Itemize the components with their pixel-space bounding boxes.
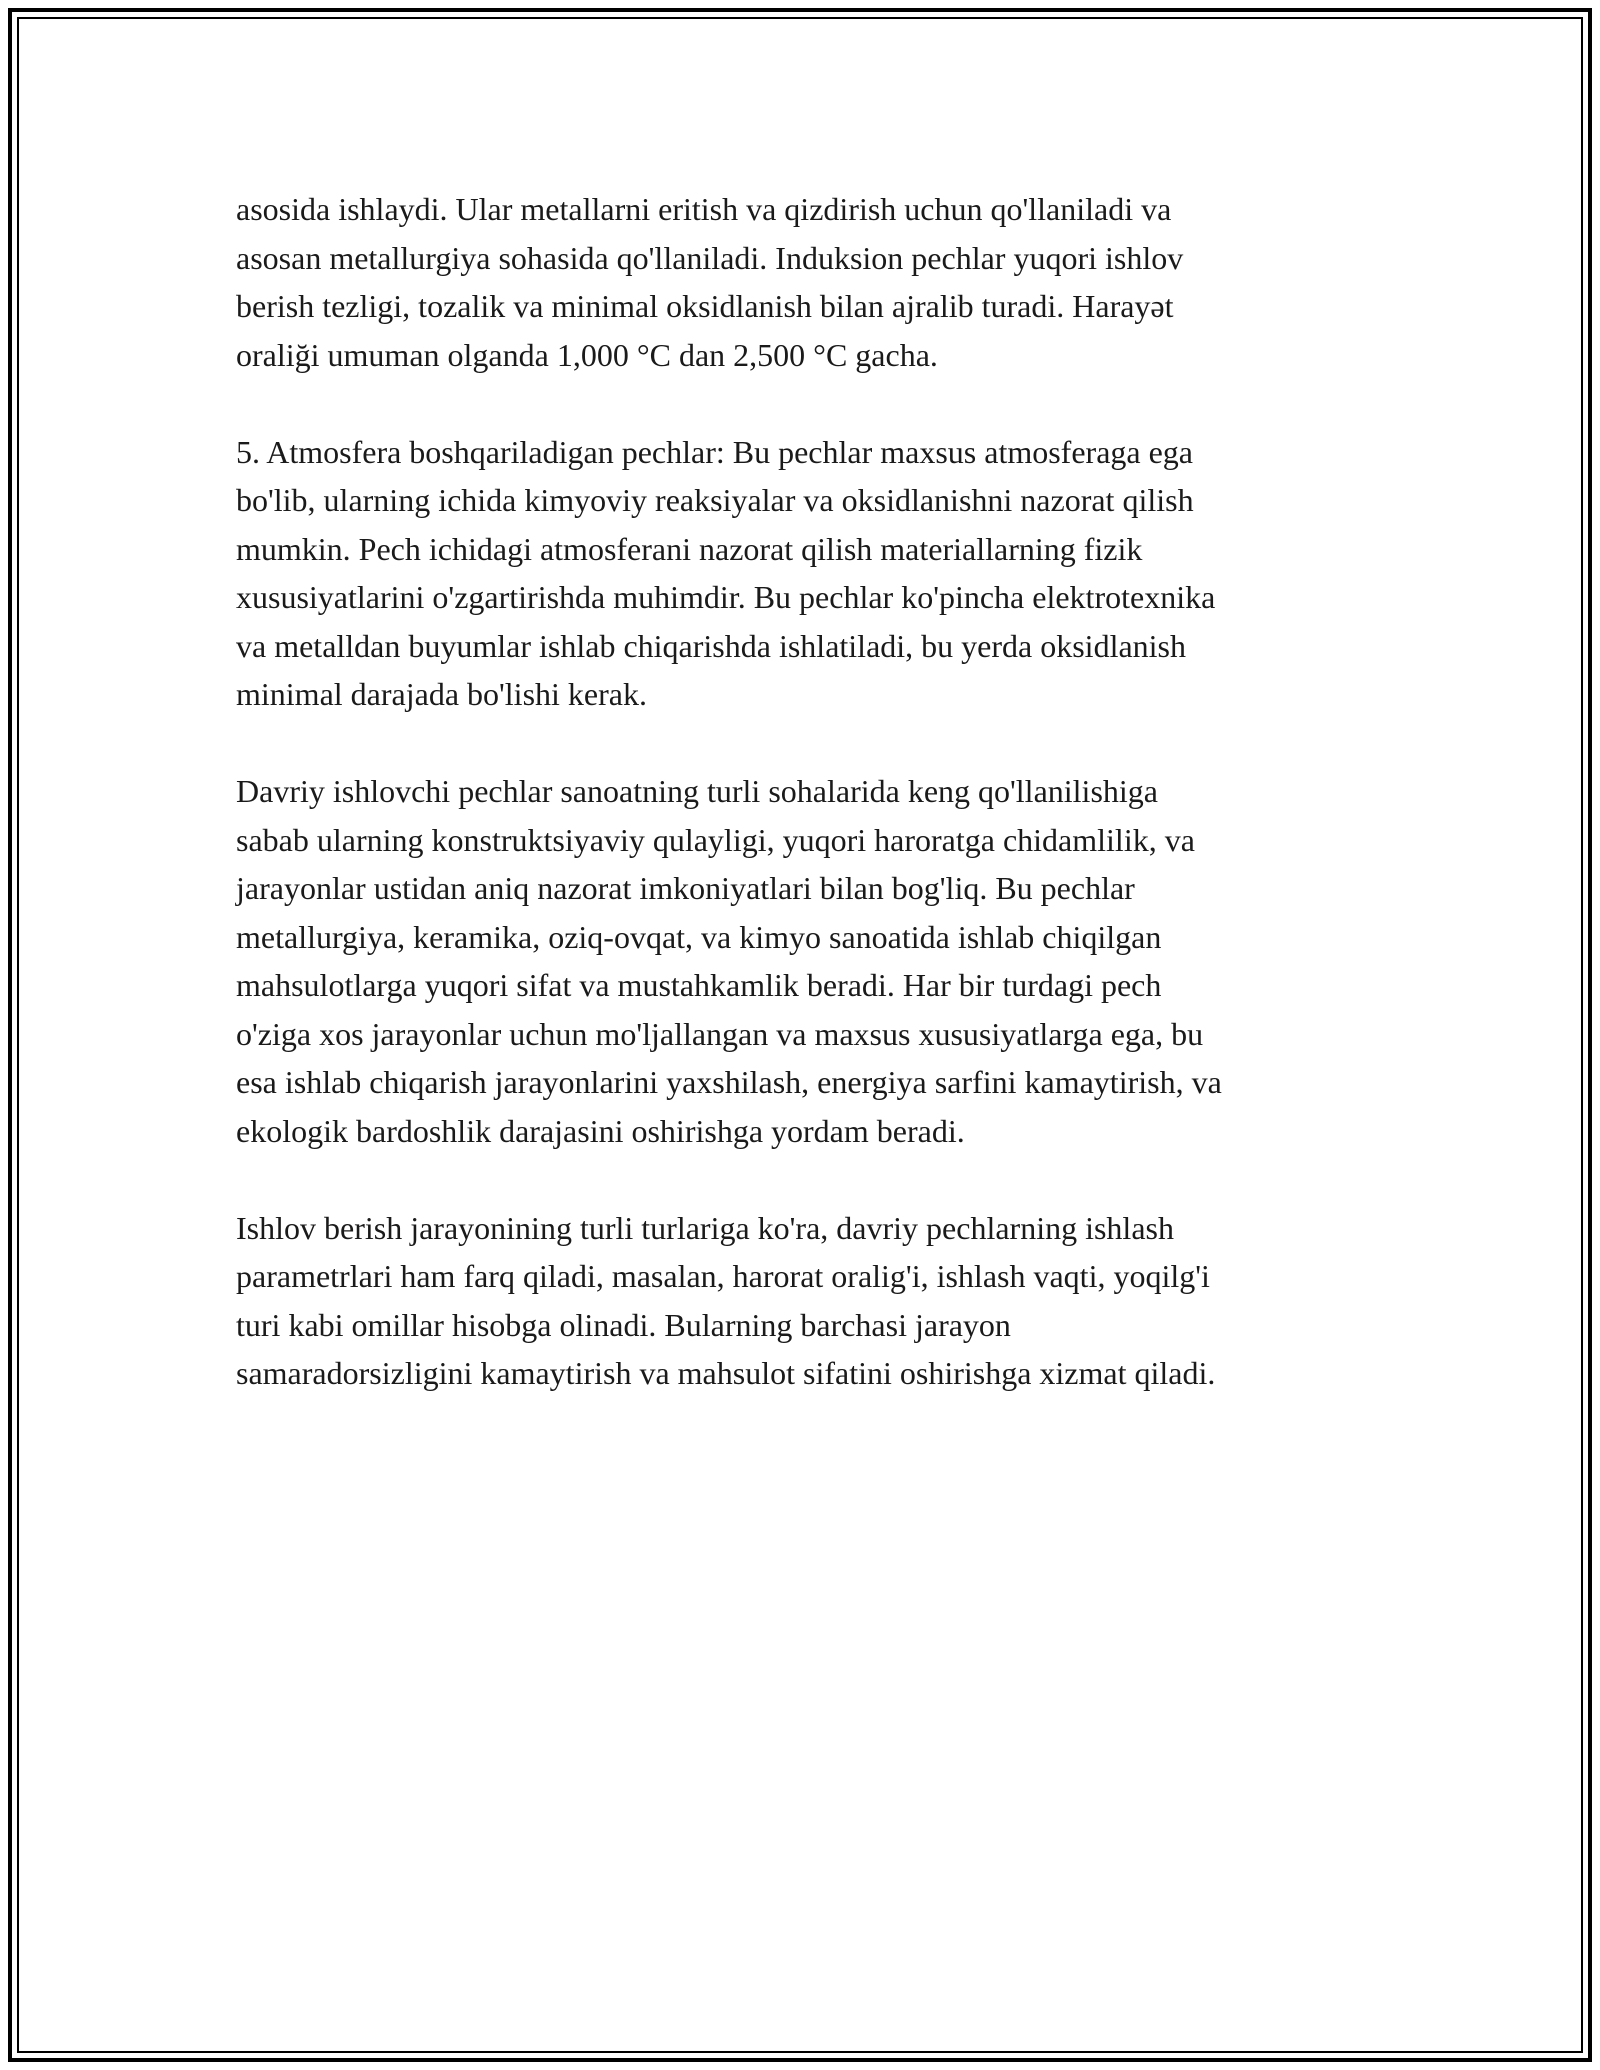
paragraph-batch-furnaces-applications: Davriy ishlovchi pechlar sanoatning turli sohalarida keng qo'llanilishiga sabab ularning konstruktsiyaviy qulayligi, yuqori haroratga chidamlilik, va jarayonlar ustidan aniq nazorat imkoniyatlari bilan bog'liq. Bu pechlar metallurgiya, keramika, oziq-ovqat, va kimyo sanoatida ishlab chiqilgan mahsulotlarga yuqori sifat va mustahkamlik beradi. Har bir turdagi pech o'ziga xos jarayonlar uchun mo'ljallangan va maxsus xususiyatlarga ega, bu esa ishlab chiqarish jarayonlarini yaxshilash, energiya sarfini kamaytirish, va ekologik bardoshlik darajasini oshirishga yordam beradi. bbox=[236, 773, 1222, 1149]
paragraph-controlled-atmosphere-furnaces: 5. Atmosfera boshqariladigan pechlar: Bu pechlar maxsus atmosferaga ega bo'lib, ularning ichida kimyoviy reaksiyalar va oksidlanishni nazorat qilish mumkin. Pech ichidagi atmosferani nazorat qilish materiallarning fizik xususiyatlarini o'zgartirishda muhimdir. Bu pechlar ko'pincha elektrotexnika va metalldan buyumlar ishlab chiqarishda ishlatiladi, bu yerda oksidlanish minimal darajada bo'lishi kerak. bbox=[236, 433, 1216, 712]
document-body bbox=[236, 185, 1376, 1446]
paragraph-induction-furnaces: asosida ishlaydi. Ular metallarni eritish va qizdirish uchun qo'llaniladi va asosan metallurgiya sohasida qo'llaniladi. Induksion pechlar yuqori ishlov berish tezligi, tozalik va minimal oksidlanish bilan ajralib turadi. Harayət oraliği umuman olganda 1,000 °C dan 2,500 °C gacha. bbox=[236, 191, 1184, 373]
paragraph-operating-parameters: Ishlov berish jarayonining turli turlariga ko'ra, davriy pechlarning ishlash parametrlari ham farq qiladi, masalan, harorat oralig'i, ishlash vaqti, yoqilg'i turi kabi omillar hisobga olinadi. Bularning barchasi jarayon samaradorsizligini kamaytirish va mahsulot sifatini oshirishga xizmat qiladi. bbox=[236, 1209, 1216, 1391]
